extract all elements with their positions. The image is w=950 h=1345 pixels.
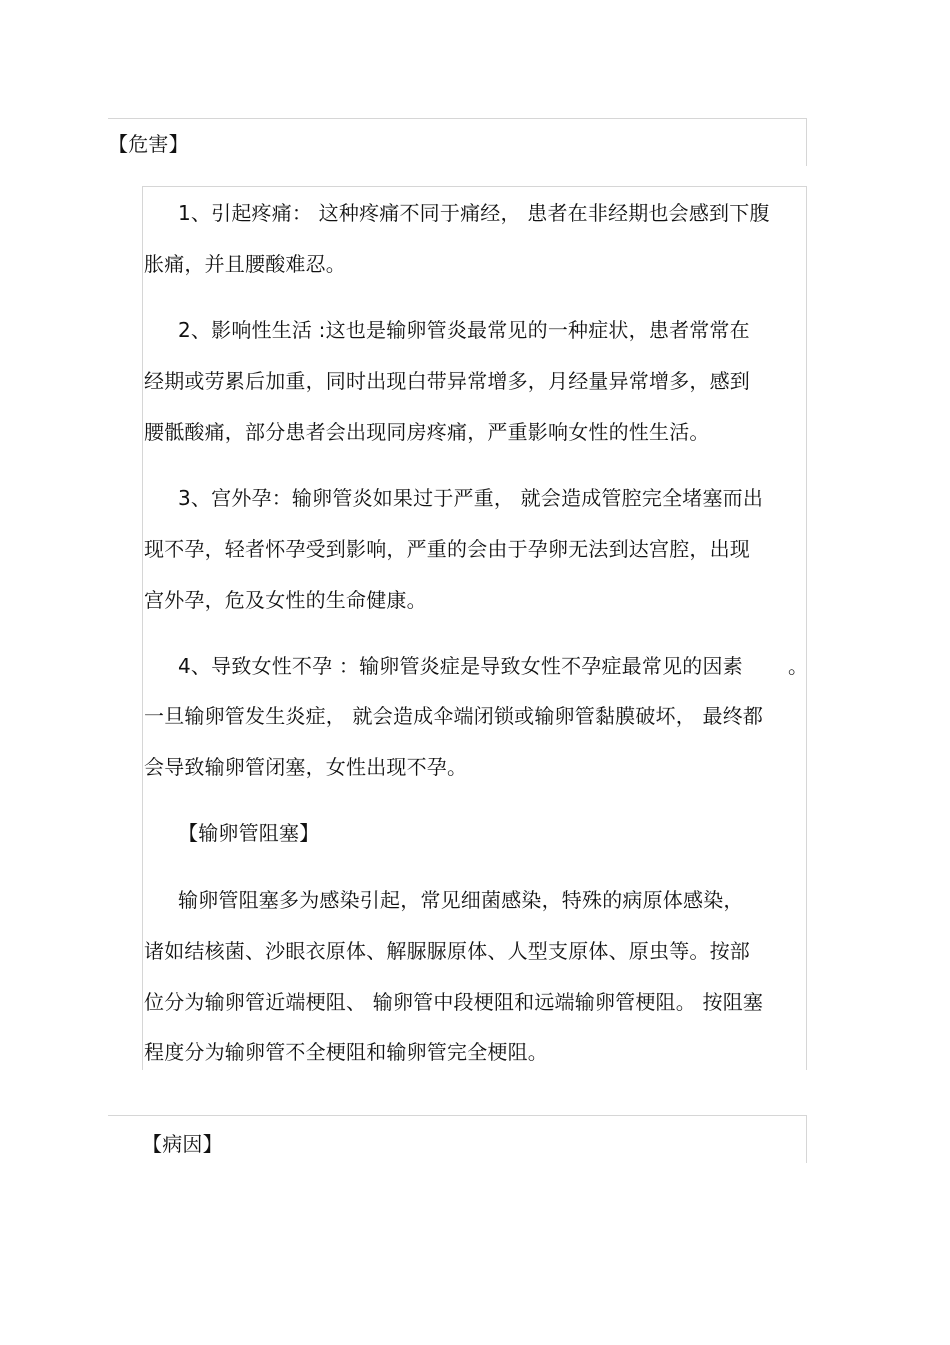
harm-item3-line3: 宫外孕，危及女性的生命健康。: [144, 588, 427, 612]
harm-item4-line1-end: 。: [788, 654, 809, 678]
cause-top-border: [108, 1115, 806, 1116]
header-right-border: [806, 118, 807, 166]
harm-item1-line2: 胀痛，并且腰酸难忍。: [144, 252, 346, 276]
harm-item3-line2: 现不孕，轻者怀孕受到影响，严重的会由于孕卵无法到达宫腔，出现: [144, 537, 750, 561]
cause-right-border: [806, 1115, 807, 1163]
harm-item2-line3: 腰骶酸痛，部分患者会出现同房疼痛，严重影响女性的性生活。: [144, 420, 710, 444]
harm-item3-line1: 3、宫外孕：输卵管炎如果过于严重， 就会造成管腔完全堵塞而出: [178, 486, 764, 510]
content-right-border: [806, 186, 807, 1070]
content-top-border: [142, 186, 806, 187]
harm-item2-line2: 经期或劳累后加重，同时出现白带异常增多，月经量异常增多，感到: [144, 369, 750, 393]
top-border-line: [108, 118, 806, 119]
harm-heading: 【危害】: [108, 132, 189, 156]
harm-item2-line1: 2、影响性生活 :这也是输卵管炎最常见的一种症状，患者常常在: [178, 318, 750, 342]
blockage-line3: 位分为输卵管近端梗阻、 输卵管中段梗阻和远端输卵管梗阻。 按阻塞: [144, 990, 764, 1014]
blockage-line1: 输卵管阻塞多为感染引起，常见细菌感染，特殊的病原体感染，: [178, 888, 744, 912]
harm-item4-line1: 4、导致女性不孕 ：输卵管炎症是导致女性不孕症最常见的因素: [178, 654, 743, 678]
content-left-border: [142, 186, 143, 1070]
blockage-heading: 【输卵管阻塞】: [178, 821, 320, 845]
harm-item4-line3: 会导致输卵管闭塞，女性出现不孕。: [144, 755, 468, 779]
harm-item4-line2: 一旦输卵管发生炎症， 就会造成伞端闭锁或输卵管黏膜破坏， 最终都: [144, 704, 764, 728]
blockage-line2: 诸如结核菌、沙眼衣原体、解脲脲原体、人型支原体、原虫等。按部: [144, 939, 750, 963]
harm-item1-line1: 1、引起疼痛： 这种疼痛不同于痛经， 患者在非经期也会感到下腹: [178, 201, 770, 225]
blockage-line4: 程度分为输卵管不全梗阻和输卵管完全梗阻。: [144, 1040, 548, 1064]
cause-heading: 【病因】: [142, 1132, 223, 1156]
